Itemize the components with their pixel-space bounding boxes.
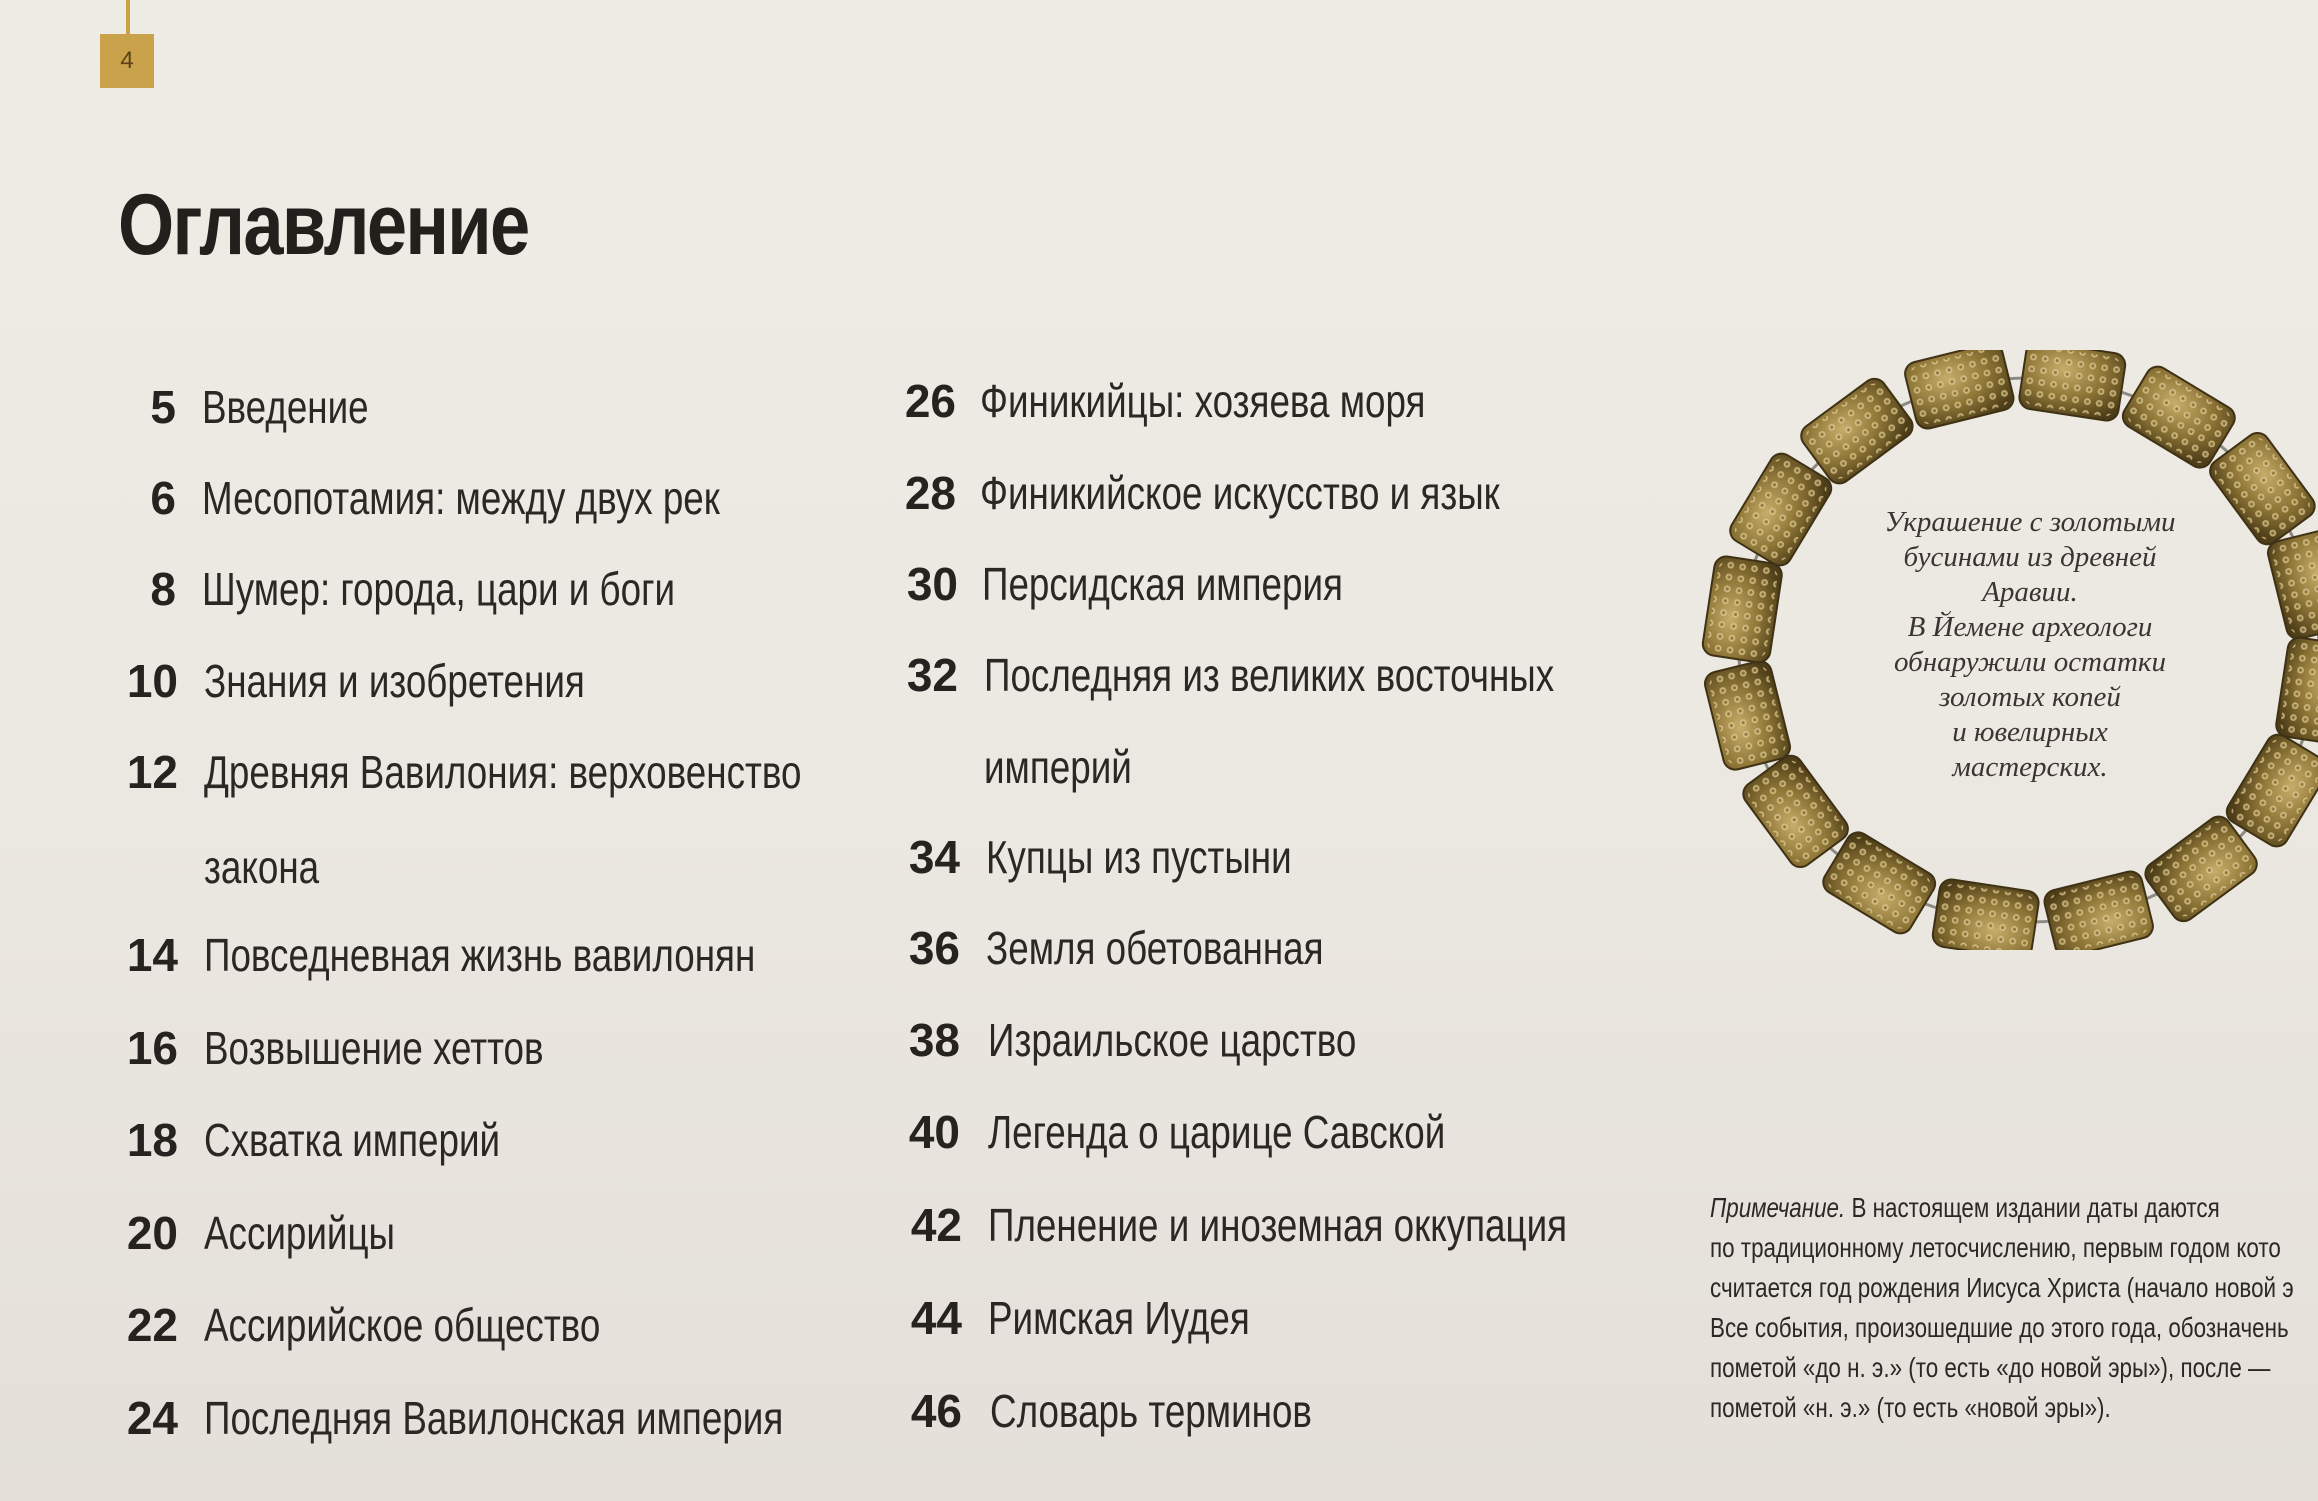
toc-page-number: 42 [910, 1199, 962, 1251]
gold-bead [1931, 878, 2040, 950]
toc-entry-title: Знания и изобретения [204, 655, 585, 707]
toc-page-number: 30 [906, 558, 958, 610]
gold-bead [2042, 869, 2155, 950]
toc-page-number: 44 [910, 1292, 962, 1344]
toc-entry-title-continued: империй [984, 741, 1132, 793]
toc-page-number: 26 [904, 375, 956, 427]
toc-page-number: 46 [910, 1385, 962, 1437]
toc-page-number: 12 [126, 746, 178, 798]
toc-page-number: 5 [150, 381, 176, 433]
caption-line: золотых копей [1939, 681, 2121, 713]
toc-entry-title: Ассирийское общество [204, 1299, 601, 1351]
toc-page-number: 28 [904, 467, 956, 519]
toc-entry-title: Римская Иудея [988, 1292, 1250, 1344]
gold-bead [1819, 828, 1940, 938]
gold-bead [1903, 350, 2016, 431]
toc-entry-title: Ассирийцы [204, 1207, 396, 1259]
toc-page-number: 14 [126, 929, 178, 981]
note-line: пометой «н. э.» (то есть «новой эры»). [1710, 1392, 2111, 1423]
toc-page-number: 8 [150, 563, 176, 615]
caption-line: Украшение с золотыми [1884, 506, 2176, 538]
toc-page-number: 22 [126, 1299, 178, 1351]
gold-bead [2275, 636, 2318, 745]
caption-line: мастерских. [1952, 751, 2108, 783]
toc-page-number: 6 [150, 472, 176, 524]
note-text: В настоящем издании даты даются [1845, 1192, 2220, 1223]
toc-entry-title: Купцы из пустыни [986, 831, 1292, 883]
caption-line: бусинами из древней [1903, 541, 2157, 573]
caption-line: Аравии. [1982, 576, 2078, 608]
image-caption [1820, 505, 2240, 785]
gold-bead [1701, 555, 1783, 664]
toc-entry-title: Последняя Вавилонская империя [204, 1392, 784, 1444]
gold-bead [2018, 350, 2127, 422]
toc-page-number: 20 [126, 1207, 178, 1259]
toc-page-number: 24 [126, 1392, 178, 1444]
toc-entry-title: Последняя из великих восточных [984, 649, 1555, 701]
caption-line: В Йемене археологи [1907, 611, 2153, 643]
toc-entry-title: Месопотамия: между двух рек [202, 472, 720, 524]
toc-entry-title: Схватка империй [204, 1114, 501, 1166]
toc-entry-title: Земля обетованная [986, 922, 1324, 974]
gold-bead [2265, 528, 2318, 641]
toc-entry-title: Пленение и иноземная оккупация [988, 1199, 1568, 1251]
gold-bead [2118, 362, 2239, 472]
note-line: Все события, произошедшие до этого года, обозначень [1710, 1312, 2289, 1343]
note-line: по традиционному летосчислению, первым годом кото [1710, 1232, 2281, 1263]
toc-entry-title: Повседневная жизнь вавилонян [204, 929, 756, 981]
gold-bead [1702, 659, 1792, 772]
toc-entry-title-continued: закона [204, 841, 320, 893]
toc-entry-title: Израильское царство [988, 1014, 1357, 1066]
caption-line: обнаружили остатки [1894, 646, 2166, 678]
toc-entry-title: Финикийское искусство и язык [980, 467, 1500, 519]
toc-page-number: 16 [126, 1022, 178, 1074]
toc-page-number: 18 [126, 1114, 178, 1166]
toc-entry-title: Возвышение хеттов [204, 1022, 544, 1074]
note-label: Примечание. [1710, 1192, 1846, 1223]
toc-page-number: 38 [908, 1014, 960, 1066]
page-title: Оглавление [118, 177, 529, 273]
toc-page-number: 40 [908, 1106, 960, 1158]
toc-entry-title: Персидская империя [982, 558, 1343, 610]
toc-entry-title: Словарь терминов [990, 1385, 1312, 1437]
toc-entry-title: Древняя Вавилония: верховенство [204, 746, 802, 798]
note-line: считается год рождения Иисуса Христа (начало новой э [1710, 1272, 2294, 1303]
toc-page-number: 34 [908, 831, 960, 883]
toc-entry-title: Финикийцы: хозяева моря [980, 375, 1426, 427]
dating-note [1710, 1188, 2294, 1428]
toc-entry-title: Шумер: города, цари и боги [202, 563, 676, 615]
toc-page-number: 32 [906, 649, 958, 701]
page-number: 4 [100, 34, 154, 88]
caption-line: и ювелирных [1952, 716, 2108, 748]
toc-page-number: 10 [126, 655, 178, 707]
note-line [1710, 1188, 2222, 1228]
toc-entry-title: Введение [202, 381, 369, 433]
note-line: пометой «до н. э.» (то есть «до новой эры»), после — [1710, 1352, 2271, 1383]
toc-entry-title: Легенда о царице Савской [988, 1106, 1446, 1158]
toc-page-number: 36 [908, 922, 960, 974]
